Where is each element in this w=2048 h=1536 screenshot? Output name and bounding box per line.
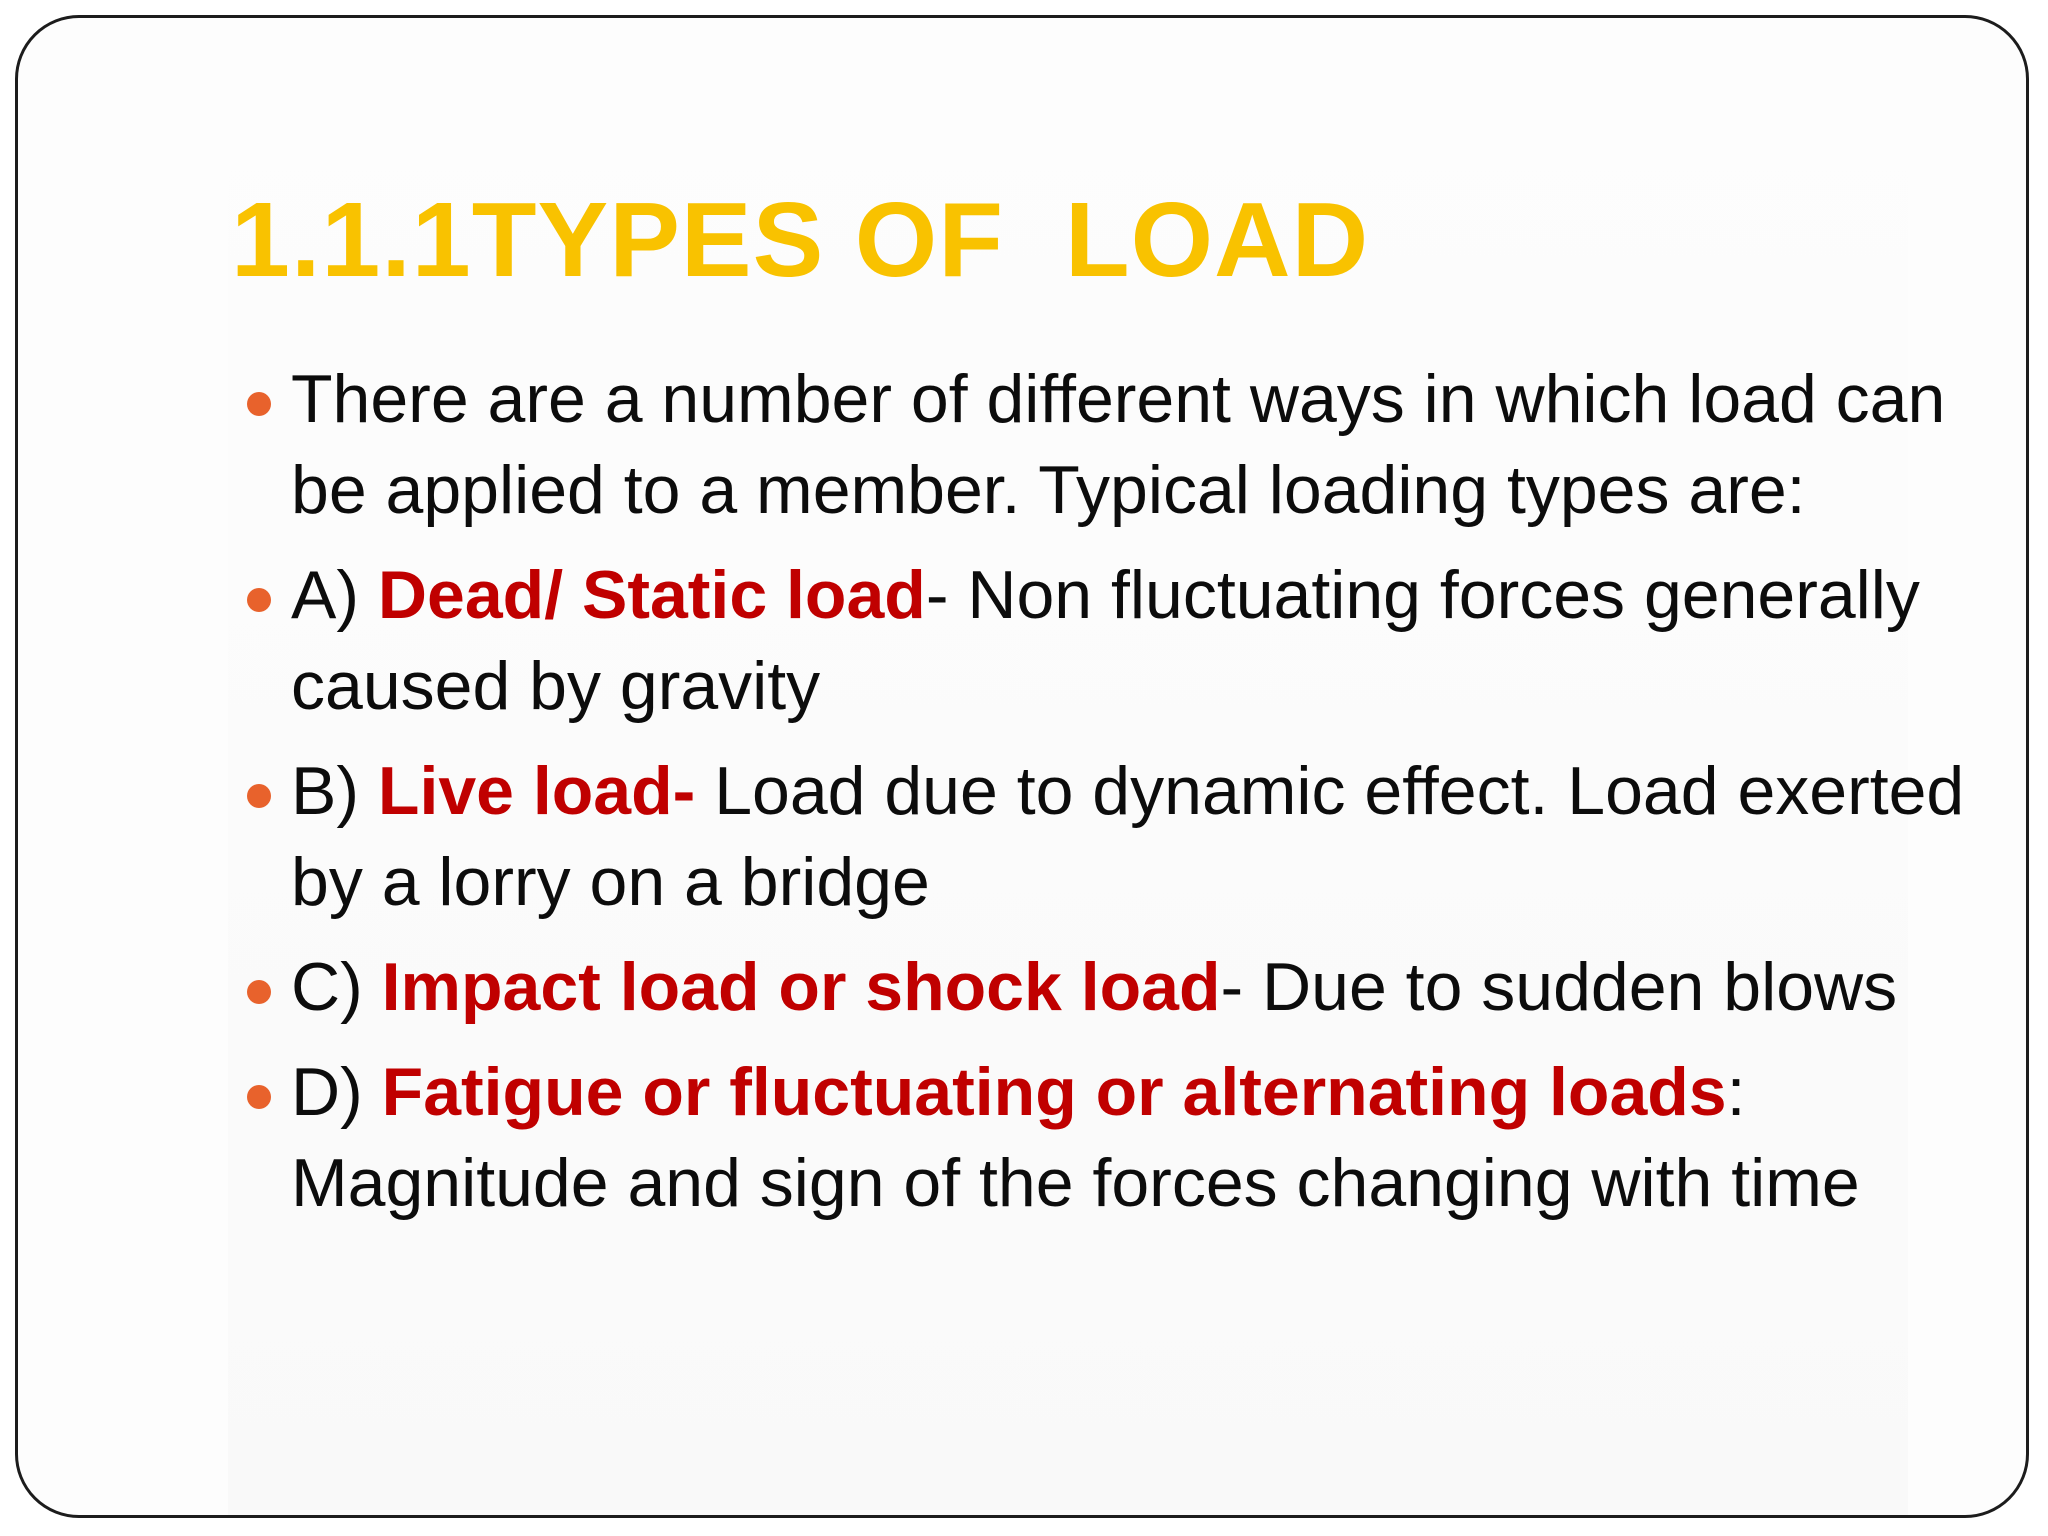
- bullet-dot-icon: [247, 980, 271, 1004]
- slide-title: 1.1.1TYPES OF LOAD: [231, 181, 1370, 299]
- bullet-term: Live load-: [377, 753, 696, 829]
- bullet-prefix: B): [291, 753, 378, 829]
- bullet-dot-icon: [247, 392, 271, 416]
- bullet-dot-icon: [247, 588, 271, 612]
- bullet-item-intro: [231, 354, 1991, 536]
- bullet-text: - Non fluctuating forces generally caused by gravity: [291, 557, 1920, 724]
- bullet-item-impact-load: [231, 942, 1991, 1033]
- bullet-text: : Magnitude and sign of the forces changing with time: [291, 1054, 1860, 1221]
- bullet-item-live-load: [231, 746, 1991, 928]
- bullet-item-fatigue-load: [231, 1047, 1991, 1229]
- bullet-dot-icon: [247, 1085, 271, 1109]
- bullet-prefix: A): [291, 557, 378, 633]
- bullet-item-dead-load: [231, 550, 1991, 732]
- bullet-term: Dead/ Static load: [377, 557, 926, 633]
- bullet-text: - Due to sudden blows: [1220, 949, 1898, 1025]
- bullet-term: Fatigue or fluctuating or alternating loads: [381, 1054, 1727, 1130]
- bullet-prefix: D): [291, 1054, 382, 1130]
- slide-frame: [15, 15, 2029, 1518]
- bullet-dot-icon: [247, 784, 271, 808]
- bullet-term: Impact load or shock load: [381, 949, 1221, 1025]
- bullet-text: Load due to dynamic effect. Load exerted by a lorry on a bridge: [291, 753, 1965, 920]
- bullet-prefix: C): [291, 949, 382, 1025]
- bullet-text: There are a number of different ways in which load can be applied to a member. Typical loading types are:: [291, 361, 1946, 528]
- bullet-list: [231, 354, 1991, 1243]
